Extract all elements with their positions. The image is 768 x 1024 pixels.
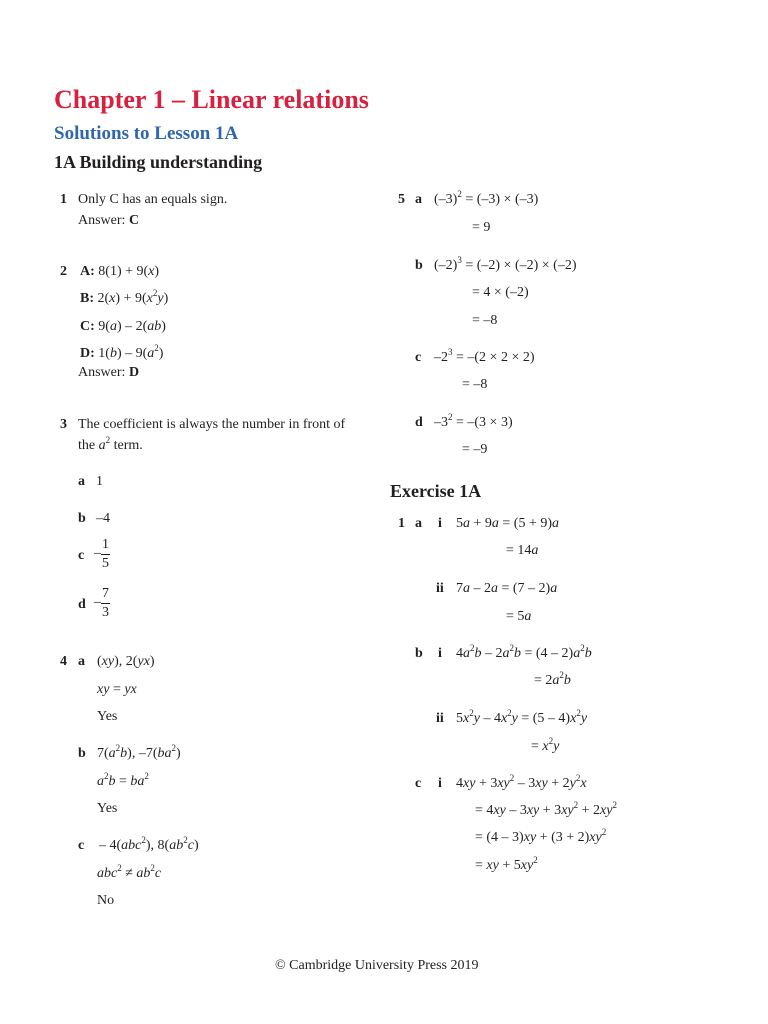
minus-sign: – (94, 594, 101, 610)
ex-b-ii-line-1: $5x^2y - 4x^2y = (5 - 4)x^2y$ (456, 708, 588, 726)
part-label: c (415, 776, 422, 791)
fraction-numerator: 1 (101, 538, 110, 555)
q5-b-line-2: = 4 × (–2) (472, 285, 529, 300)
question-number-2: 2 (60, 264, 67, 279)
ex-b-ii-line-2: = $x^2y$ (531, 736, 560, 754)
q3-line-1: The coefficient is always the number in front of (78, 417, 346, 432)
q4-b-line-3: Yes (97, 801, 118, 816)
q5-d-line-1: $-3^2 = -(3 \times 3)$ (434, 412, 513, 430)
q2-option-a: A: 8(1) + 9(x) (80, 264, 160, 279)
subpart-label: i (438, 646, 442, 661)
fraction-denominator: 3 (102, 605, 109, 620)
answer-value: C (128, 213, 140, 228)
q4-c-line-1: – 4(abc$^2$), $8(ab^2c)$ (99, 835, 199, 853)
q5-c-line-1: $-2^3 = -(2 \times 2 \times 2)$ (434, 347, 535, 365)
q3-d-fraction (94, 586, 110, 619)
q1-answer (78, 214, 139, 228)
q2-answer (78, 366, 139, 380)
answer-prefix: Answer: (78, 365, 129, 380)
q4-c-line-2: $abc^2 \ne ab^2c$ (97, 863, 162, 881)
part-label: c (78, 838, 85, 853)
part-label: c (415, 350, 422, 365)
q5-d-line-2: = –9 (462, 442, 488, 457)
part-label: a (415, 192, 422, 207)
question-number-3: 3 (60, 417, 67, 432)
ex-c-i-line-2: = $4xy - 3xy + 3xy^2 + 2xy^2$ (475, 800, 617, 818)
part-label: a (78, 654, 85, 669)
ex-a-i-line-1: 5a + 9a = (5 + 9)a (456, 516, 560, 531)
q1-line: Only C has an equals sign. (78, 192, 228, 207)
part-label: b (415, 646, 423, 661)
section-heading: 1A Building understanding (54, 152, 263, 172)
ex-c-i-line-1: $4xy + 3xy^2 - 3xy + 2y^2x$ (456, 773, 587, 791)
ex-a-ii-line-1: 7a – 2a = (7 – 2)a (456, 581, 558, 596)
q5-c-line-2: = –8 (462, 377, 488, 392)
question-number-4: 4 (60, 654, 67, 669)
part-label: c (78, 548, 85, 563)
q4-a-line-1: (xy), 2(yx) (97, 654, 155, 669)
part-label: d (415, 415, 423, 430)
ex-c-i-line-3: = $(4 - 3)xy + (3 + 2)xy^2$ (475, 827, 607, 845)
subpart-label: ii (436, 581, 444, 596)
q4-c-line-3: No (97, 893, 115, 908)
q2-option-b: B: $2(x) + 9(x^2y)$ (80, 288, 169, 306)
q3-line-2: the $a^2$ term. (78, 435, 143, 453)
q3-a-value: 1 (96, 474, 103, 489)
part-label: d (78, 597, 86, 612)
subpart-label: ii (436, 711, 444, 726)
q4-a-line-3: Yes (97, 709, 118, 724)
q5-b-line-1: $(-2)^3 = (-2) \times (-2) \times (-2)$ (434, 255, 577, 273)
subpart-label: i (438, 516, 442, 531)
q5-a-line-2: = 9 (472, 220, 491, 235)
answer-prefix: Answer: (78, 213, 129, 228)
q4-b-line-2: $a^2b = ba^2$ (97, 771, 149, 789)
question-number-5: 5 (398, 192, 405, 207)
question-number-1: 1 (60, 192, 67, 207)
q4-a-line-2: xy = yx (97, 682, 137, 697)
q3-c-fraction (94, 537, 110, 570)
ex-a-i-line-2: = 14a (506, 543, 539, 558)
exercise-heading: Exercise 1A (390, 481, 482, 501)
chapter-title: Chapter 1 – Linear relations (54, 85, 369, 114)
ex-c-i-line-4: = xy + $5xy^2$ (475, 855, 538, 873)
q2-option-d: D: $1(b) - 9(a^2)$ (80, 343, 164, 361)
copyright-footer: © Cambridge University Press 2019 (275, 958, 479, 973)
fraction-denominator: 5 (102, 556, 109, 571)
q5-b-line-3: = –8 (472, 313, 498, 328)
part-label: a (415, 516, 422, 531)
ex-a-ii-line-2: = 5a (506, 609, 532, 624)
ex-b-i-line-1: $4a^2b - 2a^2b = (4 - 2)a^2b$ (456, 643, 592, 661)
q4-b-line-1: $7(a^2b)$, $-7(ba^2)$ (97, 743, 181, 761)
part-label: b (415, 258, 423, 273)
minus-sign: – (94, 545, 101, 561)
fraction-numerator: 7 (101, 587, 110, 604)
q3-b-value: –4 (96, 511, 110, 526)
subpart-label: i (438, 776, 442, 791)
ex-b-i-line-2: = $2a^2b$ (534, 670, 571, 688)
part-label: b (78, 511, 86, 526)
q5-a-line-1: $(-3)^2 = (-3) \times (-3)$ (434, 189, 539, 207)
part-label: b (78, 746, 86, 761)
q2-option-c: C: 9(a) – 2(ab) (80, 319, 166, 334)
answer-value: D (128, 365, 140, 380)
exercise-question-number-1: 1 (398, 516, 405, 531)
part-label: a (78, 474, 85, 489)
lesson-title: Solutions to Lesson 1A (54, 123, 239, 144)
